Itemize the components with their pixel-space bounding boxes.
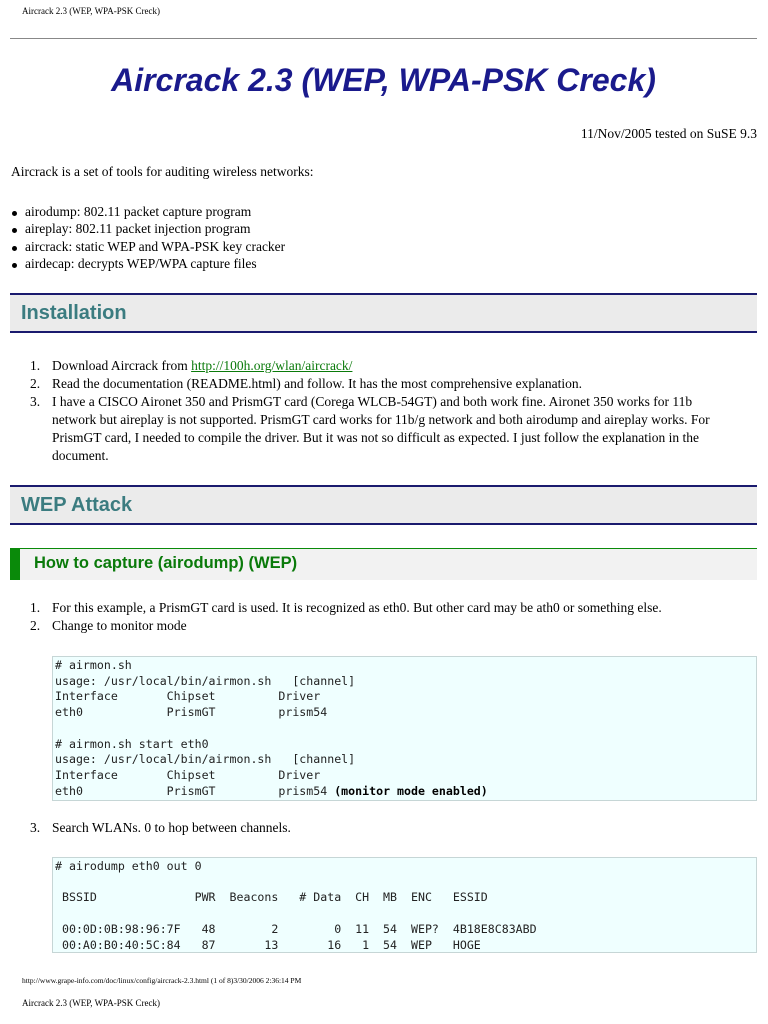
tested-note: 11/Nov/2005 tested on SuSE 9.3	[580, 126, 757, 141]
list-item	[30, 393, 730, 465]
step-number: 1.	[30, 358, 41, 373]
capture-subsection-header	[10, 548, 757, 580]
capture-heading: How to capture (airodump) (WEP)	[34, 554, 298, 572]
capture-steps	[30, 599, 730, 635]
capture-steps-continued	[30, 819, 730, 837]
tools-list	[9, 203, 285, 272]
print-header: Aircrack 2.3 (WEP, WPA-PSK Creck)	[22, 6, 160, 16]
step-number: 2.	[30, 376, 41, 391]
step-number: 3.	[30, 820, 41, 835]
wep-attack-section-header	[10, 485, 757, 525]
footer-title: Aircrack 2.3 (WEP, WPA-PSK Creck)	[22, 998, 160, 1008]
page-title: Aircrack 2.3 (WEP, WPA-PSK Creck)	[111, 62, 656, 98]
step-text: Read the documentation (README.html) and follow. It has the most comprehensive explanation.	[52, 376, 583, 391]
footer-url: http://www.grape-info.com/doc/linux/config/aircrack-2.3.html (1 of 8)3/30/2006 2:36:14 PM	[22, 976, 302, 985]
step-text: Change to monitor mode	[52, 618, 187, 633]
step-text: Search WLANs. 0 to hop between channels.	[52, 820, 291, 835]
list-item	[30, 599, 730, 617]
airodump-code: # airodump eth0 out 0 BSSID PWR Beacons # Data CH MB ENC ESSID 00:0D:0B:98:96:7F 48 2 0 11 54 WEP? 4B18E8C83ABD 00:A0:B0:40:5C:84 87 13 16 1 54 WEP HOGE	[55, 859, 537, 952]
list-item: aircrack: static WEP and WPA-PSK key cracker	[9, 238, 285, 255]
step-text: I have a CISCO Aironet 350 and PrismGT card (Corega WLCB-54GT) and both work fine. Aironet 350 works for 11b network but aireplay is not supported. PrismGT card works for 11b/g network and both airodump and aireplay works. For PrismGT card, I needed to compile the driver. But it was not so difficult as expected. I just follow the explanation in the document.	[52, 394, 710, 463]
intro-text: Aircrack is a set of tools for auditing wireless networks:	[11, 164, 314, 179]
step-number: 1.	[30, 600, 41, 615]
list-item	[30, 617, 730, 635]
list-item	[30, 819, 730, 837]
airmon-code: # airmon.sh usage: /usr/local/bin/airmon.sh [channel] Interface Chipset Driver eth0 PrismGT prism54 # airmon.sh start eth0 usage: /usr/local/bin/airmon.sh [channel] Interface Chipset Driver eth0 PrismGT prism54	[55, 658, 356, 798]
step-text: For this example, a PrismGT card is used. It is recognized as eth0. But other card may be ath0 or something else.	[52, 600, 662, 615]
wep-attack-heading: WEP Attack	[21, 494, 133, 516]
list-item: airdecap: decrypts WEP/WPA capture files	[9, 255, 285, 272]
airmon-code-block	[52, 656, 757, 801]
step-text: Download Aircrack from	[52, 358, 192, 373]
list-item	[30, 357, 730, 375]
step-number: 2.	[30, 618, 41, 633]
installation-heading: Installation	[21, 302, 127, 324]
header-divider	[10, 38, 757, 39]
monitor-mode-enabled-text: (monitor mode enabled)	[334, 783, 488, 798]
list-item	[30, 375, 730, 393]
aircrack-download-link[interactable]: http://100h.org/wlan/aircrack/	[191, 358, 353, 373]
list-item: airodump: 802.11 packet capture program	[9, 203, 285, 220]
installation-section-header	[10, 293, 757, 333]
airodump-code-block	[52, 857, 757, 953]
step-number: 3.	[30, 394, 41, 409]
list-item: aireplay: 802.11 packet injection program	[9, 220, 285, 237]
installation-steps	[30, 357, 730, 465]
